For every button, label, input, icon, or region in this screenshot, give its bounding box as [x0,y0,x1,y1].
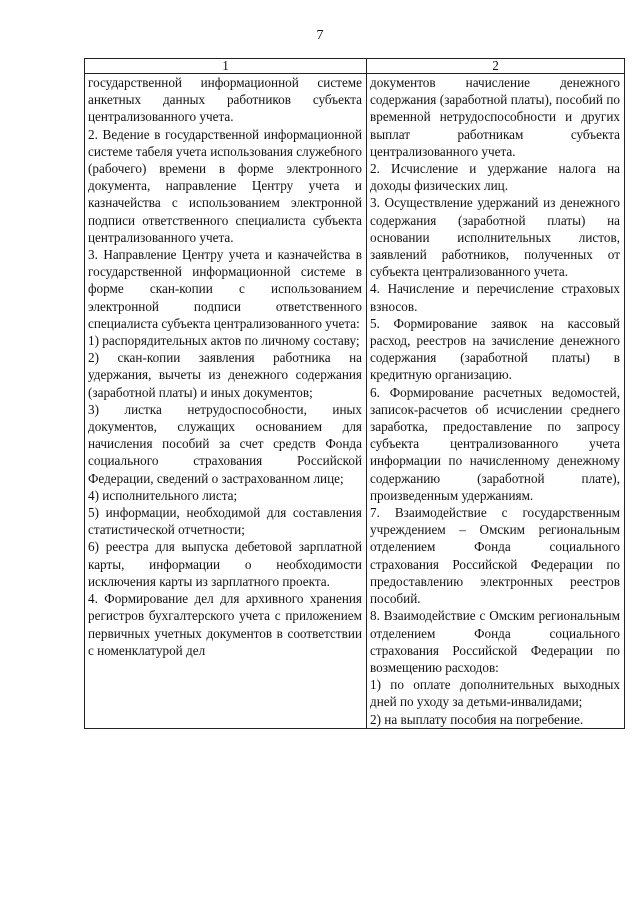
paragraph: 6. Формирование расчетных ведомостей, записок-расчетов об исчислении среднего заработка, предоставление по запросу субъекта централизованного учета информации по начисленному денежному содержанию (заработной плате), произведенным удержаниям. [370,384,620,503]
page-number: 7 [316,28,324,43]
list-item: 3) листка нетрудоспособности, иных документов, служащих основанием для начисления пособий за счет средств Фонда социального страхования Российской Федерации, сведений о застрахованном лице; [88,401,362,486]
paragraph: 8. Взаимодействие с Омским региональным отделением Фонда социального страхования Российской Федерации по возмещению расходов: [370,608,620,675]
paragraph: государственной информационной системе анкетных данных работников субъекта централизованного учета. [88,75,362,125]
paragraph: 3. Направление Центру учета и казначейства в государственной информационной системе в форме скан-копии с использованием электронной подписи ответственного специалиста субъекта централизованного учета: [88,247,362,331]
table-header-row [85,59,625,74]
column-2-cell [367,74,625,729]
column-header-2: 2 [367,59,625,74]
column-header-1: 1 [85,59,367,74]
list-item: 1) распорядительных актов по личному составу; [88,333,360,349]
paragraph: 2. Исчисление и удержание налога на доходы физических лиц. [370,161,620,194]
list-item: 2) скан-копии заявления работника на удержания, вычеты из денежного содержания (заработной платы) и иных документов; [88,350,362,400]
paragraph: 4. Формирование дел для архивного хранения регистров бухгалтерского учета с приложением первичных учетных документов в соответствии с номенклатурой дел [88,591,362,658]
table-row [85,74,625,729]
document-table [84,58,625,729]
list-item: 6) реестра для выпуска дебетовой зарплатной карты, информации о необходимости исключения карты из зарплатного проекта. [88,539,362,589]
list-item: 1) по оплате дополнительных выходных дней по уходу за детьми-инвалидами; [370,677,620,710]
paragraph: 4. Начисление и перечисление страховых взносов. [370,281,620,314]
list-item: 2) на выплату пособия на погребение. [370,711,584,727]
paragraph: 2. Ведение в государственной информационной системе табеля учета использования служебного (рабочего) времени в форме электронного документа, направление Центру учета и казначейства с использованием электронной подписи ответственного специалиста субъекта централизованного учета. [88,126,362,245]
paragraph: 3. Осуществление удержаний из денежного содержания (заработной платы) на основании исполнительных листов, заявлений работников, полученных от субъекта централизованного учета. [370,195,620,280]
list-item: 4) исполнительного листа; [88,487,238,503]
paragraph: документов начисление денежного содержания (заработной платы), пособий по временной нетрудоспособности и других выплат работникам субъекта централизованного учета. [370,75,620,159]
paragraph: 7. Взаимодействие с государственным учреждением – Омским региональным отделением Фонда социального страхования Российской Федерации по предоставлению электронных реестров пособий. [370,505,620,607]
column-1-cell [85,74,367,729]
list-item: 5) информации, необходимой для составления статистической отчетности; [88,505,362,538]
paragraph: 5. Формирование заявок на кассовый расход, реестров на зачисление денежного содержания (заработной платы) в кредитную организацию. [370,315,620,383]
